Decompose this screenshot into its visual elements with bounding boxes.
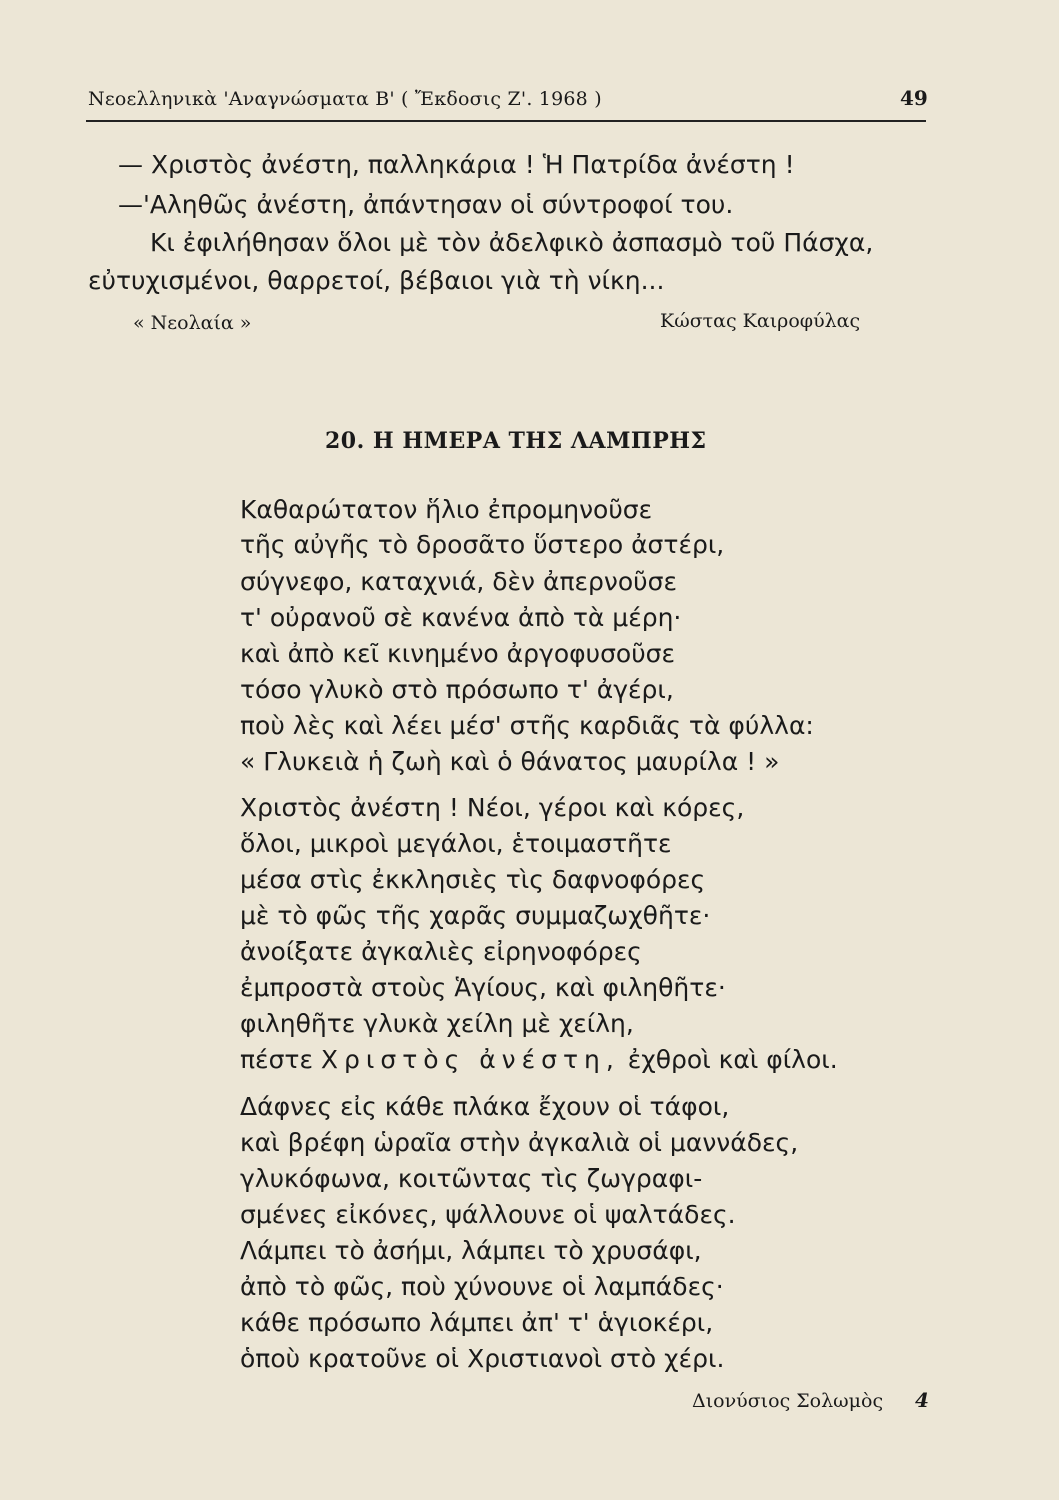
poem-line: ποὺ λὲς καὶ λέει μέσ' στῆς καρδιᾶς τὰ φύλλα: [240, 711, 814, 740]
prev-text-source: « Νεολαία » [133, 312, 252, 334]
poem-line: Λάμπει τὸ ἀσήμι, λάμπει τὸ χρυσάφι, [240, 1236, 702, 1265]
poem-line: μὲ τὸ φῶς τῆς χαρᾶς συμμαζωχθῆτε· [240, 901, 711, 930]
poem-line: καὶ ἀπὸ κεῖ κινημένο ἀργοφυσοῦσε [240, 639, 676, 668]
section-title: 20. Η ΗΜΕΡΑ ΤΗΣ ΛΑΜΠΡΗΣ [325, 428, 707, 454]
poem-line: καὶ βρέφη ὡραῖα στὴν ἀγκαλιὰ οἱ μαννάδες, [240, 1128, 799, 1157]
poem-line: Δάφνες εἰς κάθε πλάκα ἔχουν οἱ τάφοι, [240, 1092, 730, 1121]
poem-line-spaced [240, 1045, 838, 1074]
poem-line: κάθε πρόσωπο λάμπει ἀπ' τ' ἁγιοκέρι, [240, 1308, 714, 1337]
poem-line: τ' οὐρανοῦ σὲ κανένα ἀπὸ τὰ μέρη· [240, 603, 682, 632]
signature-mark: 4 [915, 1388, 929, 1412]
poem-line: « Γλυκειὰ ἡ ζωὴ καὶ ὁ θάνατος μαυρίλα ! » [240, 747, 780, 776]
poem-line-prefix: πέστε [240, 1045, 321, 1074]
poem-line: ἐμπροστὰ στοὺς Ἁγίους, καὶ φιληθῆτε· [240, 973, 726, 1002]
poem-author: Διονύσιος Σολωμὸς [692, 1390, 884, 1412]
prev-text-line: —'Αληθῶς ἀνέστη, ἀπάντησαν οἱ σύντροφοί του. [118, 190, 734, 219]
prev-text-line: Κι ἐφιλήθησαν ὅλοι μὲ τὸν ἀδελφικὸ ἀσπασμὸ τοῦ Πάσχα, [150, 228, 874, 257]
poem-line: ἀπὸ τὸ φῶς, ποὺ χύνουνε οἱ λαμπάδες· [240, 1272, 724, 1301]
prev-text-author: Κώστας Καιροφύλας [660, 310, 861, 332]
poem-line-emphasis: Χριστὸς ἀνέστη, [320, 1045, 620, 1074]
poem-line: μέσα στὶς ἐκκλησιὲς τὶς δαφνοφόρες [240, 865, 706, 894]
poem-line: σύγνεφο, καταχνιά, δὲν ἀπερνοῦσε [240, 567, 677, 596]
poem-line: φιληθῆτε γλυκὰ χείλη μὲ χείλη, [240, 1009, 634, 1038]
poem-line: Χριστὸς ἀνέστη ! Νέοι, γέροι καὶ κόρες, [240, 793, 745, 822]
poem-line: τῆς αὐγῆς τὸ δροσᾶτο ὕστερο ἀστέρι, [240, 530, 725, 559]
poem-line: Καθαρώτατον ἥλιο ἐπρομηνοῦσε [240, 495, 653, 524]
poem-line: ὁποὺ κρατοῦνε οἱ Χριστιανοὶ στὸ χέρι. [240, 1344, 725, 1373]
running-title: Νεοελληνικὰ 'Αναγνώσματα Β' ( Ἔκδοσις Ζ'. 1968 ) [88, 88, 602, 110]
poem-line: σμένες εἰκόνες, ψάλλουνε οἱ ψαλτάδες. [240, 1200, 736, 1229]
prev-text-line: εὐτυχισμένοι, θαρρετοί, βέβαιοι γιὰ τὴ νίκη... [88, 266, 665, 295]
prev-text-line: — Χριστὸς ἀνέστη, παλληκάρια ! Ἡ Πατρίδα ἀνέστη ! [118, 150, 795, 179]
poem-line: γλυκόφωνα, κοιτῶντας τὶς ζωγραφι- [240, 1164, 703, 1193]
poem-line: ἀνοίξατε ἀγκαλιὲς εἰρηνοφόρες [240, 937, 642, 966]
poem-line: τόσο γλυκὸ στὸ πρόσωπο τ' ἀγέρι, [240, 675, 674, 704]
poem-line-suffix: ἐχθροὶ καὶ φίλοι. [619, 1045, 838, 1074]
poem-line: ὅλοι, μικροὶ μεγάλοι, ἑτοιμαστῆτε [240, 829, 672, 858]
page-number: 49 [900, 86, 928, 110]
header-rule [86, 120, 926, 122]
